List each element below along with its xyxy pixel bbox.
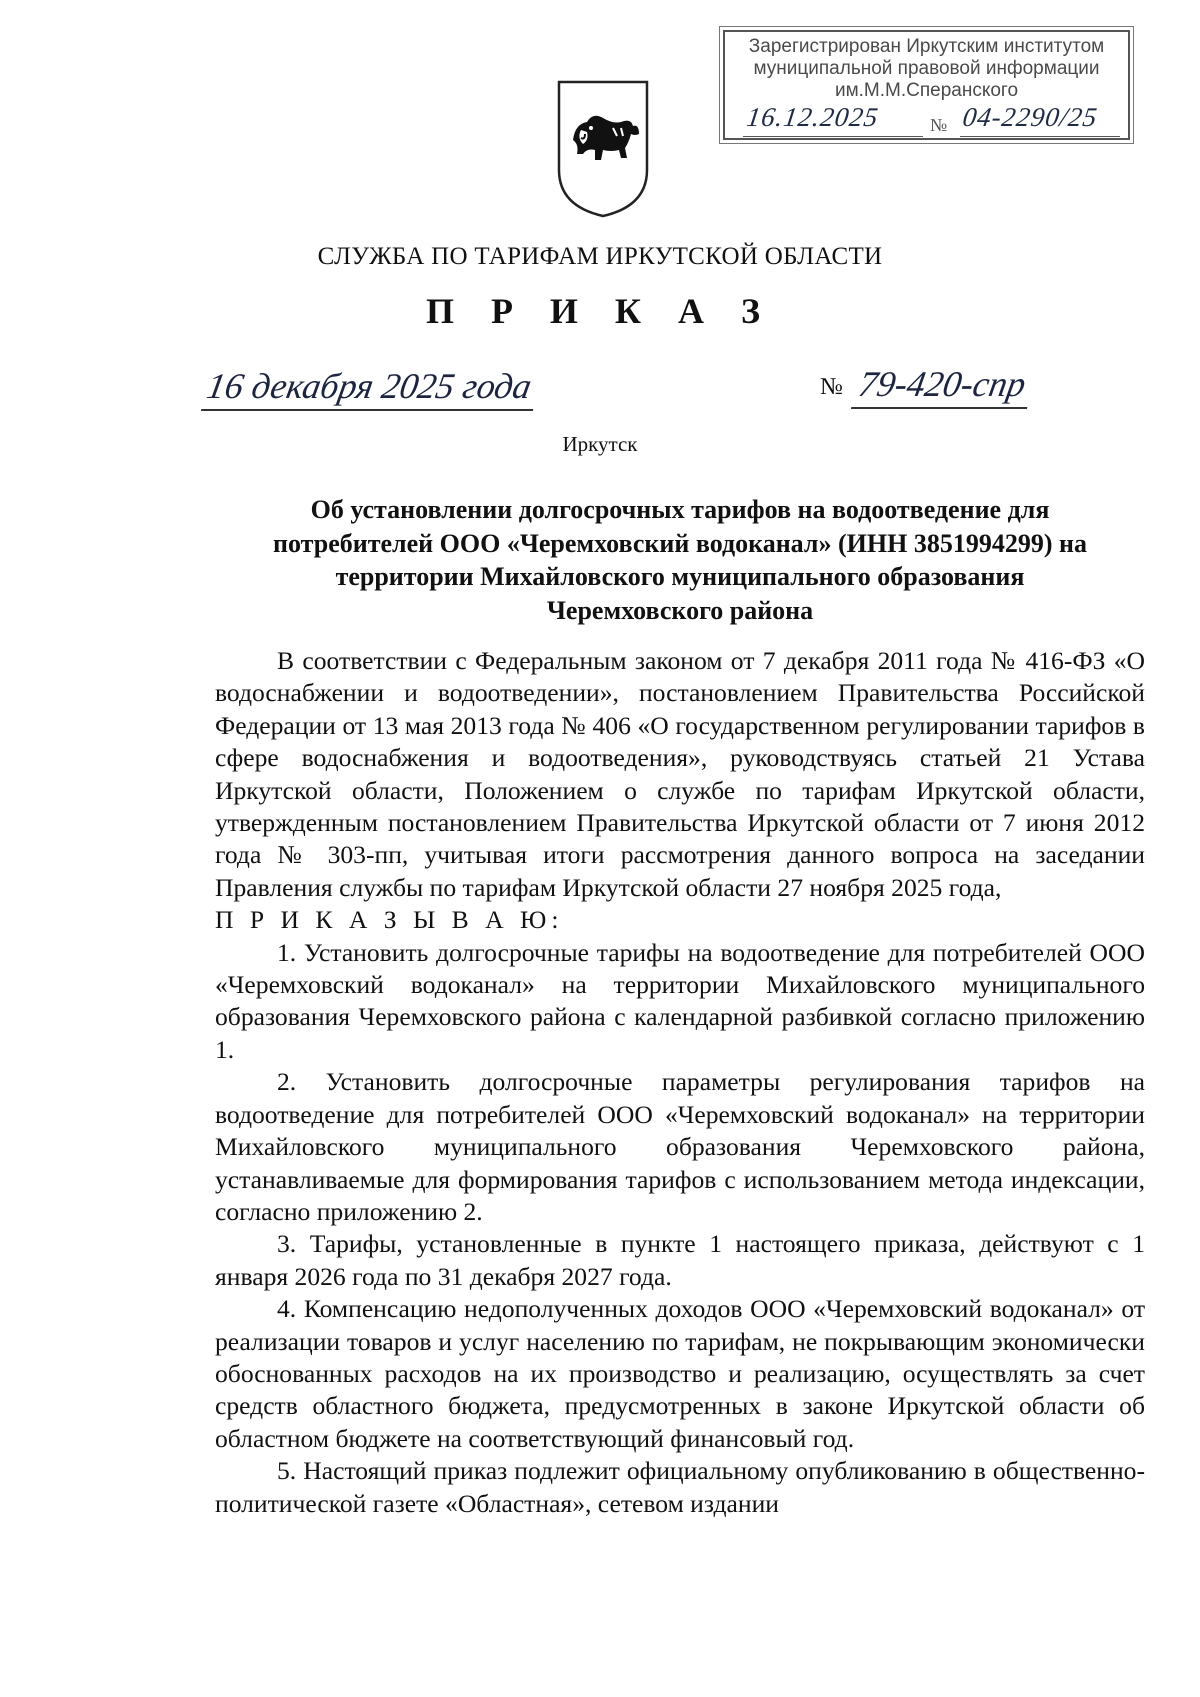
stamp-number: 04-2290/25 [960, 102, 1100, 132]
heading-line: потребителей ООО «Черемховский водоканал» (ИНН 3851994299) на [273, 528, 1087, 558]
heading-line: территории Михайловского муниципального образования [335, 562, 1025, 591]
registration-stamp [723, 30, 1130, 140]
organization-name: СЛУЖБА ПО ТАРИФАМ ИРКУТСКОЙ ОБЛАСТИ [317, 243, 883, 270]
order-item-5: 5. Настоящий приказ подлежит официальному опубликованию в общественно-политической газете «Областная», сетевом издании [215, 1456, 1145, 1518]
document-type: П Р И К А З [425, 291, 775, 331]
stamp-date-underline [743, 136, 923, 137]
stamp-date: 16.12.2025 [744, 102, 881, 132]
document-heading [215, 493, 1145, 627]
decree-word: П Р И К А З Ы В А Ю: [215, 905, 564, 935]
order-item-2: 2. Установить долгосрочные параметры регулирования тарифов на водоотведение для потребителей ООО «Черемховский водоканал» на территории Михайловского муниципального образования Черемховского района, устанавливаемые для формирования тарифов с использованием метода индексации, согласно приложению 2. [215, 1067, 1145, 1226]
order-item-4: 4. Компенсацию недополученных доходов ООО «Черемховский водоканал» от реализации товаров и услуг населению по тарифам, не покрывающим экономически обоснованных расходов на их производство и реализацию, осуществлять за счет средств областного бюджета, предусмотренных в законе Иркутской области об областном бюджете на соответствующий финансовый год. [215, 1294, 1145, 1453]
stamp-number-underline [960, 136, 1120, 137]
stamp-number-label: № [930, 115, 948, 135]
stamp-line-1: Зарегистрирован Иркутским институтом [748, 36, 1105, 57]
heading-line: Черемховского района [546, 595, 814, 625]
handwritten-date: 16 декабря 2025 года [201, 365, 541, 411]
order-item-3: 3. Тарифы, установленные в пункте 1 настоящего приказа, действуют с 1 января 2026 года по 31 декабря 2027 года. [215, 1229, 1145, 1291]
city: Иркутск [562, 432, 638, 456]
handwritten-order-number: 79-420-спр [851, 363, 1035, 409]
preamble-paragraph: В соответствии с Федеральным законом от 7 декабря 2011 года № 416-ФЗ «О водоснабжении и водоотведении», постановлением Правительства Российской Федерации от 13 мая 2013 года № 406 «О государственном регулировании тарифов в сфере водоснабжения и водоотведения», руководствуясь статьей 21 Устава Иркутской области, Положением о службе по тарифам Иркутской области, утвержденным постановлением Правительства Иркутской области от 7 июня 2012 года № 303-пп, учитывая итоги рассмотрения данного вопроса на заседании Правления службы по тарифам Иркутской области 27 ноября 2025 года, [215, 646, 1145, 902]
order-item-1: 1. Установить долгосрочные тарифы на водоотведение для потребителей ООО «Черемховский водоканал» на территории Михайловского муниципального образования Черемховского района с календарной разбивкой согласно приложению 1. [215, 937, 1145, 1064]
document-body [215, 645, 1145, 1520]
stamp-line-3: им.М.М.Сперанского [834, 80, 1019, 101]
stamp-registration-row [735, 102, 1118, 138]
coat-of-arms-icon [555, 78, 651, 218]
order-number-label: № [820, 374, 843, 400]
stamp-line-2: муниципальной правовой информации [753, 58, 1100, 79]
heading-line: Об установлении долгосрочных тарифов на водоотведение для [310, 495, 1050, 524]
